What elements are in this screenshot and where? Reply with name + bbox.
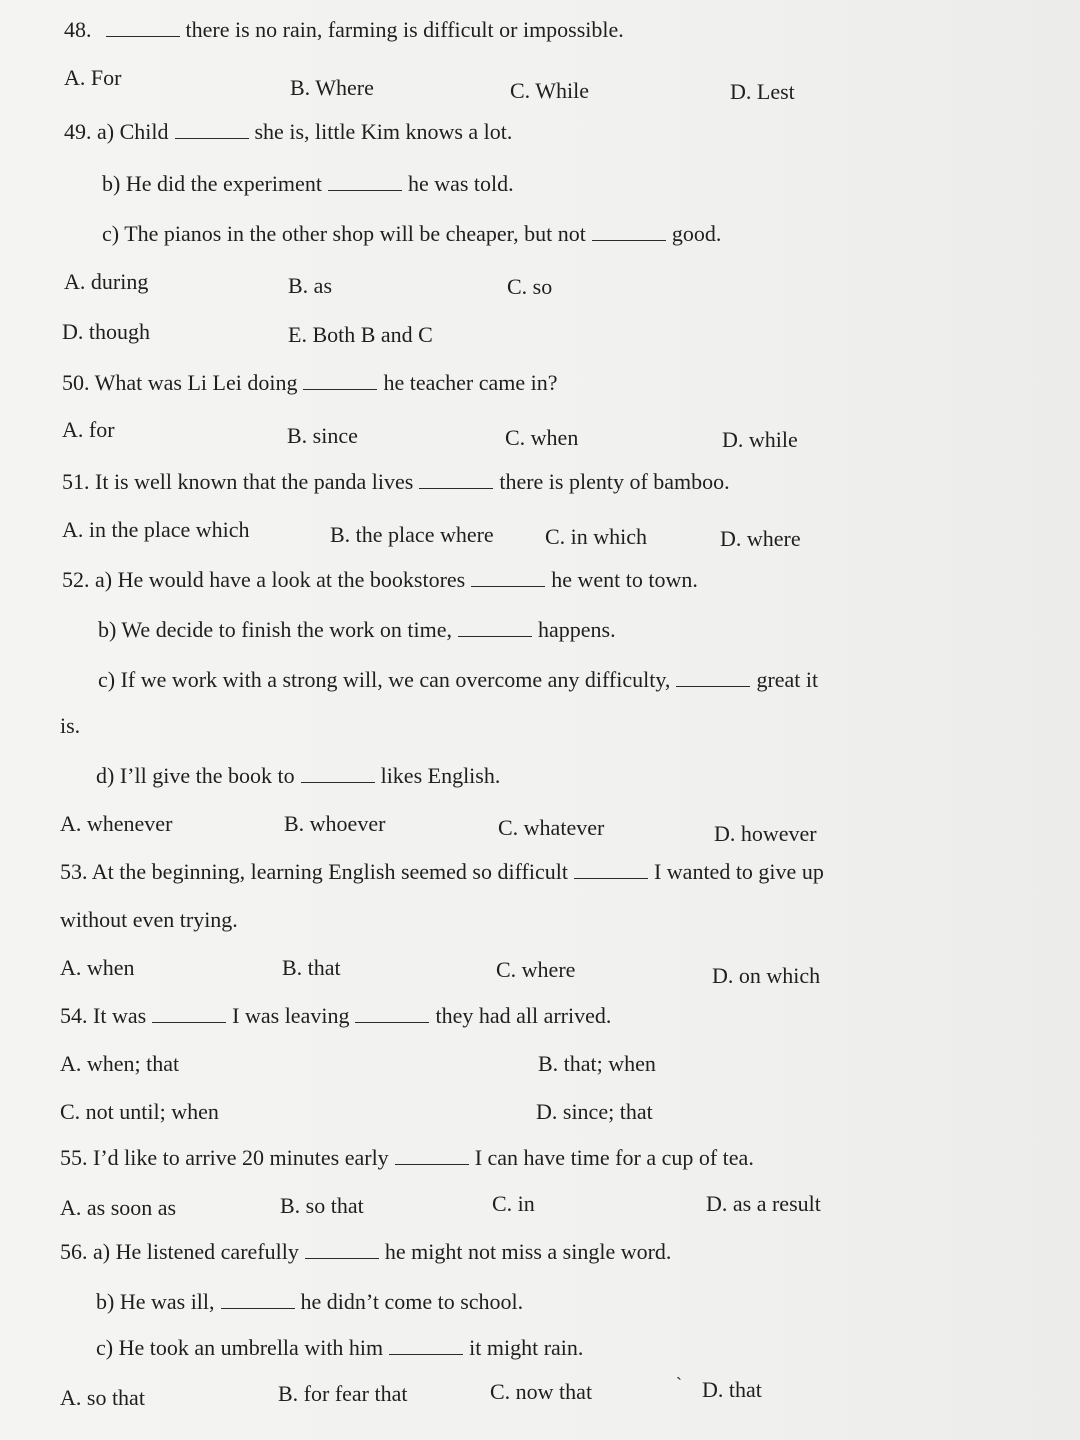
option: C. not until; when [60,1099,219,1124]
option: B. Where [290,75,374,100]
question-number: 49. [64,119,92,144]
option: C. so [507,274,553,299]
question-text: happens. [538,617,616,642]
question-text: he teacher came in? [383,370,558,395]
question-text: I was leaving [232,1003,350,1028]
answer-blank [175,120,249,139]
question-text: What was Li Lei doing [94,370,298,395]
stray-mark: ` [676,1374,682,1394]
option: A. in the place which [62,517,250,542]
option: C. when [505,425,579,450]
question-text: a) He would have a look at the bookstores [95,567,466,592]
option: D. however [714,821,817,846]
question-52d-line [96,762,500,790]
question-49c-line [102,220,721,248]
answer-blank [305,1240,379,1259]
question-text: they had all arrived. [435,1003,612,1028]
question-number: 54. [60,1003,88,1028]
answer-blank [152,1004,226,1023]
question-text: good. [671,221,722,246]
option: B. that [282,955,341,980]
question-number: 55. [60,1145,88,1170]
question-text: I can have time for a cup of tea. [474,1145,754,1170]
question-number: 50. [62,370,90,395]
question-49a-line [64,118,512,146]
question-text: a) Child [97,119,169,144]
question-text: It was [93,1003,147,1028]
option: C. in [492,1191,535,1216]
question-text: d) I’ll give the book to [96,763,295,788]
option: A. when [60,955,135,980]
answer-blank [106,18,180,37]
question-text: likes English. [380,763,501,788]
question-number: 53. [60,859,88,884]
option: A. when; that [60,1051,180,1076]
answer-blank [303,371,377,390]
question-number: 56. [60,1239,88,1264]
question-text: c) The pianos in the other shop will be cheaper, but not [102,221,586,246]
answer-blank [301,764,375,783]
question-text: great it [756,667,819,692]
question-number: 48. [64,17,92,42]
answer-blank [471,568,545,587]
option: C. whatever [498,815,605,840]
option: B. the place where [330,522,494,547]
option: E. Both B and C [288,322,433,347]
question-53-line [60,858,824,886]
option: B. whoever [284,811,386,836]
option: D. where [720,526,801,551]
option: B. since [287,423,358,448]
question-text: a) He listened carefully [93,1239,299,1264]
question-text: At the beginning, learning English seemed so difficult [91,859,568,884]
answer-blank [395,1146,469,1165]
option: A. For [64,65,122,90]
question-text: b) He was ill, [96,1289,215,1314]
option: C. in which [545,524,648,549]
question-text: he went to town. [551,567,698,592]
answer-blank [574,860,648,879]
question-text: c) If we work with a strong will, we can overcome any difficulty, [98,667,671,692]
option: B. so that [280,1193,364,1218]
option: D. though [62,319,150,344]
question-text: there is plenty of bamboo. [499,469,730,494]
question-51-line [62,468,730,496]
option: B. for fear that [278,1381,408,1406]
question-56b-line [96,1288,523,1316]
question-56a-line [60,1238,671,1266]
question-text: b) We decide to finish the work on time, [98,617,453,642]
question-53-continued: without even trying. [60,907,238,932]
question-52c-line [98,666,818,694]
option: A. during [64,269,149,294]
option: A. for [62,417,115,442]
question-text: there is no rain, farming is difficult or impossible. [185,17,624,42]
question-number: 51. [62,469,90,494]
option: A. so that [60,1385,145,1410]
answer-blank [328,172,402,191]
question-text: b) He did the experiment [102,171,322,196]
question-text: c) He took an umbrella with him [96,1335,384,1360]
question-49b-line [102,170,514,198]
answer-blank [458,618,532,637]
question-56c-line [96,1334,583,1362]
question-52a-line [62,566,698,594]
option: A. as soon as [60,1195,177,1220]
question-50-line [62,369,558,397]
answer-blank [592,222,666,241]
option: D. as a result [706,1191,821,1216]
option: D. since; that [536,1099,653,1124]
option: C. While [510,78,590,103]
question-text: he might not miss a single word. [384,1239,672,1264]
question-text: I wanted to give up [653,859,824,884]
answer-blank [389,1336,463,1355]
question-text: I’d like to arrive 20 minutes early [93,1145,389,1170]
answer-blank [355,1004,429,1023]
question-52c-continued: is. [60,713,81,738]
question-text: It is well known that the panda lives [95,469,414,494]
option: B. that; when [538,1051,656,1076]
question-text: he was told. [407,171,514,196]
option: C. now that [490,1379,593,1404]
question-number: 52. [62,567,90,592]
option: C. where [496,957,576,982]
question-text: she is, little Kim knows a lot. [254,119,513,144]
answer-blank [419,470,493,489]
option: D. while [722,427,798,452]
option: A. whenever [60,811,173,836]
option: D. that [702,1377,762,1402]
question-text: he didn’t come to school. [300,1289,524,1314]
option: D. on which [712,963,821,988]
question-52b-line [98,616,616,644]
question-48-line [64,16,624,44]
question-54-line [60,1002,611,1030]
question-text: it might rain. [469,1335,584,1360]
answer-blank [221,1290,295,1309]
option: D. Lest [730,79,795,104]
question-55-line [60,1144,754,1172]
answer-blank [676,668,750,687]
option: B. as [288,273,332,298]
